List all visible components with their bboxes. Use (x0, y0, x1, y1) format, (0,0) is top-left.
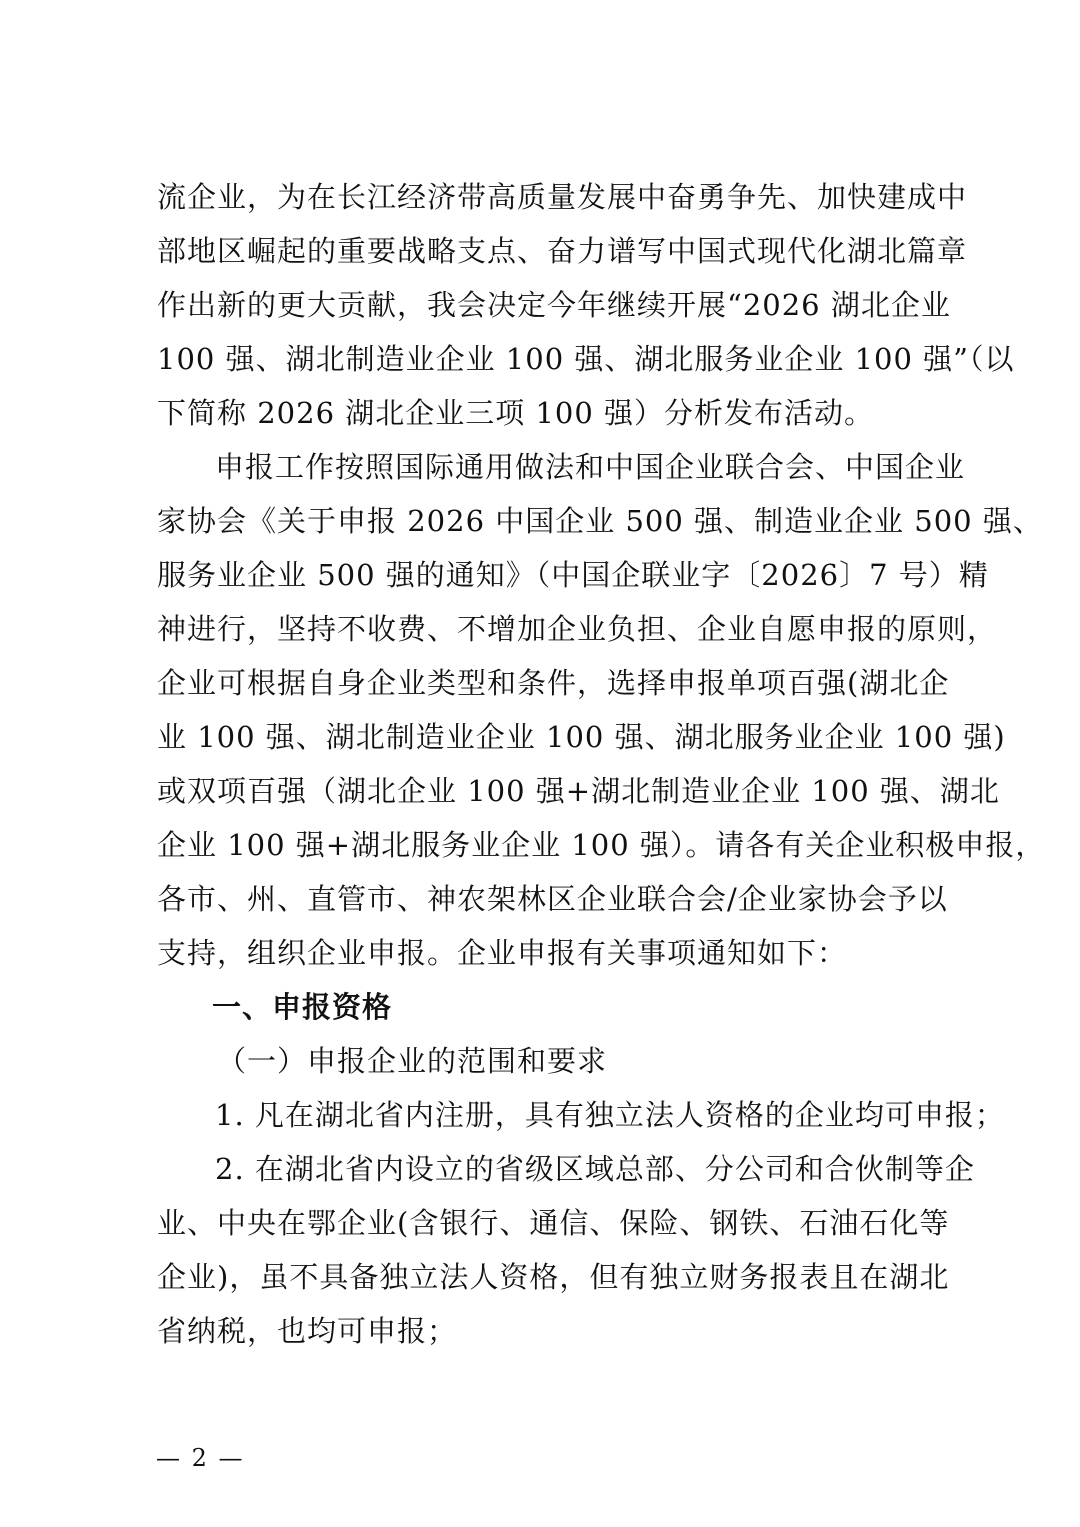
text-line: 神进行，坚持不收费、不增加企业负担、企业自愿申报的原则， (157, 612, 998, 646)
text-line: 省纳税，也均可申报； (157, 1314, 458, 1348)
section-heading: 一、申报资格 (212, 990, 393, 1024)
text-line: 业、中央在鄂企业(含银行、通信、保险、钢铁、石油石化等 (157, 1206, 950, 1240)
text-line: 或双项百强（湖北企业 100 强+湖北制造业企业 100 强、湖北 (157, 774, 1000, 808)
text-line: 企业可根据自身企业类型和条件，选择申报单项百强(湖北企 (157, 666, 950, 700)
text-line: 部地区崛起的重要战略支点、奋力谱写中国式现代化湖北篇章 (157, 234, 968, 268)
text-line: 企业)，虽不具备独立法人资格，但有独立财务报表且在湖北 (157, 1260, 950, 1294)
page-number: — 2 — (156, 1444, 245, 1472)
text-line: 100 强、湖北制造业企业 100 强、湖北服务业企业 100 强”（以 (157, 342, 1015, 376)
text-line: 各市、州、直管市、神农架林区企业联合会/企业家协会予以 (157, 882, 948, 916)
text-line: 下简称 2026 湖北企业三项 100 强）分析发布活动。 (157, 396, 875, 430)
list-item: 1. 凡在湖北省内注册，具有独立法人资格的企业均可申报； (215, 1098, 1005, 1132)
text-line: 作出新的更大贡献，我会决定今年继续开展“2026 湖北企业 (157, 288, 951, 322)
text-line: 支持，组织企业申报。企业申报有关事项通知如下： (157, 936, 848, 970)
text-line: 家协会《关于申报 2026 中国企业 500 强、制造业企业 500 强、 (157, 504, 1043, 538)
paragraph-first-line: 申报工作按照国际通用做法和中国企业联合会、中国企业 (215, 450, 966, 484)
text-line: 服务业企业 500 强的通知》（中国企联业字〔2026〕7 号）精 (157, 558, 989, 592)
text-line: 流企业，为在长江经济带高质量发展中奋勇争先、加快建成中 (157, 180, 968, 214)
text-line: 业 100 强、湖北制造业企业 100 强、湖北服务业企业 100 强) (157, 720, 1006, 754)
text-line: 企业 100 强+湖北服务业企业 100 强）。请各有关企业积极申报， (157, 828, 1046, 862)
subsection-heading: （一）申报企业的范围和要求 (217, 1044, 608, 1078)
document-body (157, 170, 1046, 1358)
list-item: 2. 在湖北省内设立的省级区域总部、分公司和合伙制等企 (215, 1152, 975, 1186)
